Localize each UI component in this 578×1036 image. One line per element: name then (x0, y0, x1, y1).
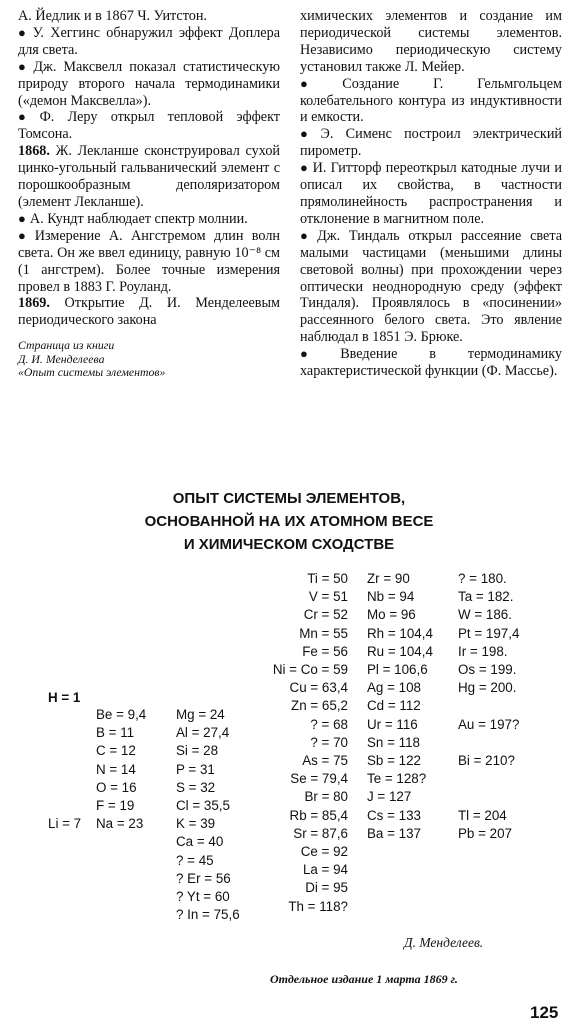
element-cell: Ta = 182. (458, 589, 514, 605)
element-cell: Na = 23 (96, 816, 144, 832)
element-cell: Cr = 52 (303, 607, 348, 623)
paragraph-text: Введение в термодинамику характеристической функции (Ф. Массье). (300, 346, 563, 380)
year-label: 1869. (18, 295, 50, 312)
element-cell: B = 11 (96, 725, 135, 741)
paragraph-kundt (18, 211, 280, 228)
paragraph-hittorf (300, 160, 562, 228)
element-cell: Di = 95 (305, 880, 348, 896)
element-cell: Nb = 94 (367, 589, 415, 605)
page-number: 125 (530, 1003, 559, 1022)
element-hydrogen: H = 1 (48, 690, 81, 705)
element-cell: Ru = 104,4 (367, 643, 433, 659)
element-cell: K = 39 (176, 816, 216, 832)
element-cell: C = 12 (96, 743, 136, 759)
element-cell: Zn = 65,2 (291, 698, 348, 714)
element-cell: Mg = 24 (176, 707, 225, 722)
paragraph-text: У. Хеггинс обнаружил эффект Доплера для света. (18, 24, 280, 58)
paragraph-helmholtz (300, 76, 562, 127)
caption-line: Страница из книги (18, 338, 115, 353)
element-cell: Ag = 108 (367, 680, 421, 696)
left-column (18, 8, 280, 380)
element-cell: ? In = 75,6 (176, 907, 240, 923)
paragraph-mendeleev (18, 295, 280, 329)
caption-line: Д. И. Менделеева (18, 351, 105, 366)
element-cell: ? Er = 56 (176, 870, 231, 886)
element-cell: Cu = 63,4 (289, 680, 348, 696)
paragraph-angstrom (18, 228, 280, 296)
table-title-line: ОПЫТ СИСТЕМЫ ЭЛЕМЕНТОВ, (172, 490, 406, 507)
element-cell: ? = 180. (458, 571, 507, 586)
paragraph-tyndall (300, 228, 562, 346)
element-cell: J = 127 (367, 789, 412, 805)
element-cell: Br = 80 (304, 789, 348, 805)
element-cell: Si = 28 (176, 743, 219, 759)
table-title (0, 487, 578, 556)
paragraph-text: Ф. Леру открыл тепловой эффект Томсона. (18, 109, 280, 143)
paragraph-text: А. Кундт наблюдает спектр молнии. (29, 210, 248, 227)
element-cell: O = 16 (96, 779, 137, 795)
paragraph-leroux (18, 109, 280, 143)
paragraph-text: Дж. Максвелл показал статистическую природу второго начала термодинамики («демон Максвелла»). (18, 58, 280, 109)
element-cell: P = 31 (176, 761, 215, 777)
element-cell: Bi = 210? (458, 753, 515, 768)
element-cell: N = 14 (96, 761, 136, 777)
element-cell: Be = 9,4 (96, 707, 147, 722)
element-cell: ? = 68 (310, 716, 348, 732)
paragraph-text: Дж. Тиндаль открыл рассеяние света малыми частицами (меньшими длины световой волны) при прохождении через оптически неоднородную среду (эффект Тиндаля). Проявлялось в «посинении» рассеянного белого света. Это явление наблюдал в 1851 Э. Брюке. (300, 227, 562, 346)
paragraph-huggins (18, 25, 280, 59)
paragraph-maxwell (18, 59, 280, 110)
element-cell: Zr = 90 (367, 571, 410, 586)
element-cell: Mo = 96 (367, 607, 416, 623)
element-cell: Pl = 106,6 (367, 662, 428, 677)
paragraph-text: Измерение А. Ангстремом длин волн света. Он же ввел единицу, равную 10⁻⁸ см (1 ангстрем). Более точные измерения провел в 1883 Г. Роуланд. (18, 227, 280, 295)
paragraph-text: И. Гитторф переоткрыл катодные лучи и описал их свойства, в частности прямолинейность распространения и отклонение в магнитном поле. (300, 160, 562, 227)
element-lithium: Li = 7 (48, 816, 82, 831)
element-cell: Ca = 40 (176, 834, 224, 850)
element-cell: Au = 197? (458, 716, 520, 732)
element-cell: Se = 79,4 (290, 771, 348, 787)
element-cell: ? = 70 (310, 734, 348, 750)
paragraph-jedlik (18, 8, 280, 25)
element-cell: Te = 128? (367, 771, 427, 787)
element-cell: Fe = 56 (302, 643, 348, 659)
table-title-line: ОСНОВАННОЙ НА ИХ АТОМНОМ ВЕСЕ (144, 513, 434, 530)
element-cell: Ba = 137 (367, 825, 421, 841)
element-cell: La = 94 (302, 862, 348, 878)
element-cell: Sn = 118 (367, 734, 420, 750)
element-cell: ? Yt = 60 (176, 889, 230, 904)
element-cell: F = 19 (96, 798, 135, 813)
element-cell: Rh = 104,4 (367, 625, 433, 641)
element-cell: Tl = 204 (458, 807, 507, 823)
element-cell: S = 32 (176, 779, 216, 795)
table-title-line: И ХИМИЧЕСКОМ СХОДСТВЕ (183, 536, 395, 553)
element-cell: Cl = 35,5 (176, 798, 230, 813)
element-cell: Ir = 198. (458, 643, 508, 659)
element-cell: Hg = 200. (458, 680, 517, 696)
paragraph-text: химических элементов и создание им периодической системы элементов. Независимо периодическую систему установил также Л. Мейер. (300, 8, 562, 75)
element-cell: Pb = 207 (458, 825, 512, 841)
element-cell: As = 75 (302, 753, 348, 768)
element-cell: Cd = 112 (367, 698, 421, 714)
paragraph-siemens (300, 126, 562, 160)
element-cell: ? = 45 (176, 852, 214, 868)
element-cell: Th = 118? (288, 898, 348, 914)
caption-line: «Опыт системы элементов» (18, 365, 166, 380)
element-cell: Ni = Co = 59 (272, 662, 348, 677)
paragraph-continuation (300, 8, 562, 76)
paragraph-text: Создание Г. Гельмгольцем колебательного контура из индуктивности и емкости. (300, 75, 562, 126)
paragraph-text: А. Йедлик и в 1867 Ч. Уитстон. (18, 8, 207, 24)
element-cell: Al = 27,4 (176, 725, 230, 741)
element-cell: W = 186. (458, 607, 512, 623)
element-cell: Rb = 85,4 (289, 807, 348, 823)
image-caption (18, 339, 280, 380)
paragraph-leclanche (18, 143, 280, 211)
element-cell: Sb = 122 (367, 753, 421, 768)
signature: Д. Менделеев. (404, 935, 484, 950)
paragraph-massieu (300, 346, 562, 380)
element-cell: Cs = 133 (367, 807, 421, 823)
right-column (300, 8, 562, 380)
element-cell: Mn = 55 (299, 625, 348, 641)
paragraph-text: Ж. Лекланше сконструировал сухой цинко-угольный гальванический элемент с порошкообразным деполяризатором (элемент Лекланше). (18, 143, 281, 210)
paragraph-text: Э. Сименс построил электрический пирометр. (300, 126, 563, 160)
edition-note: Отдельное издание 1 марта 1869 г. (270, 972, 458, 986)
element-cell: Sr = 87,6 (293, 825, 348, 841)
element-cell: V = 51 (308, 589, 348, 605)
paragraph-text: Открытие Д. И. Менделеевым периодического закона (18, 295, 280, 329)
element-cell: Ti = 50 (307, 571, 348, 586)
year-label: 1868. (18, 143, 50, 160)
element-cell: Pt = 197,4 (458, 625, 520, 641)
element-cell: Ce = 92 (300, 844, 348, 859)
element-cell: Os = 199. (458, 662, 517, 677)
element-cell: Ur = 116 (367, 716, 418, 732)
